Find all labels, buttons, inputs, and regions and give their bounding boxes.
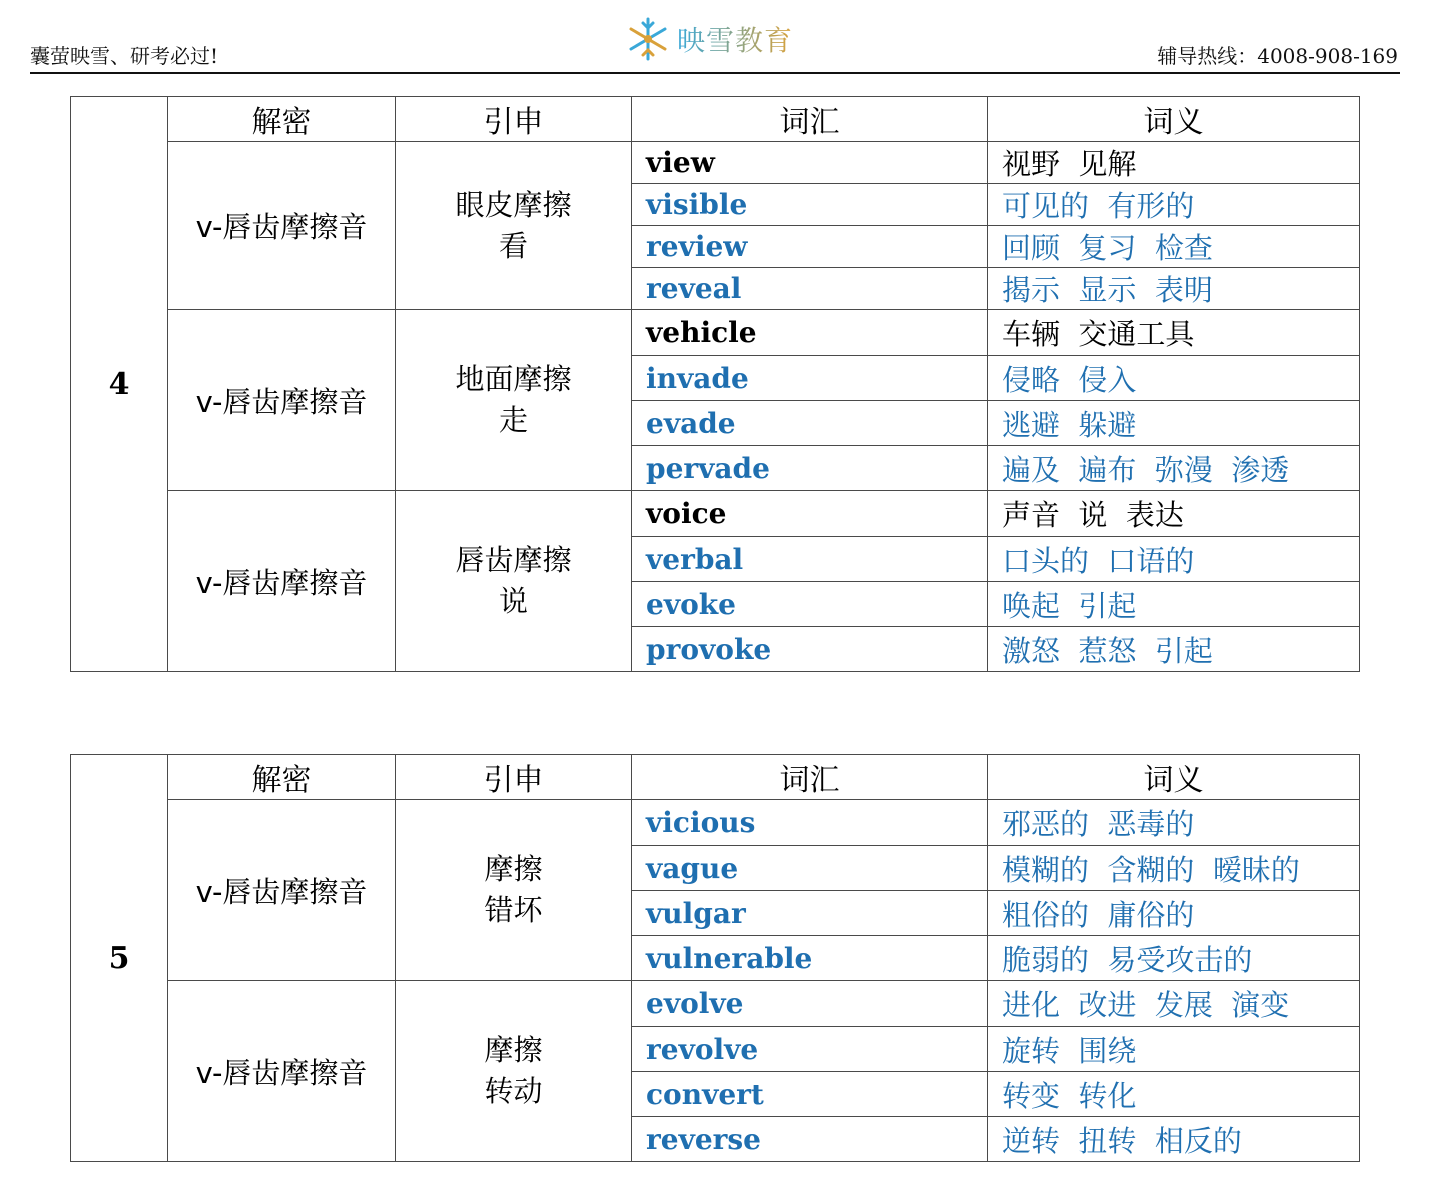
- word-cell: vague: [632, 846, 988, 891]
- word-cell: vicious: [632, 800, 988, 846]
- table-row: [71, 491, 1360, 537]
- extension-line: 转动: [484, 1074, 543, 1108]
- table-row: [71, 981, 1360, 1027]
- extension-cell: [396, 981, 632, 1162]
- extension-line: 唇齿摩擦: [455, 543, 572, 577]
- column-header: 词义: [988, 755, 1360, 800]
- word-cell: revolve: [632, 1027, 988, 1072]
- column-header: 引申: [396, 97, 632, 142]
- meaning-cell: 邪恶的 恶毒的: [988, 800, 1360, 846]
- slogan: 囊萤映雪、研考必过!: [30, 44, 219, 68]
- word-cell: review: [632, 226, 988, 268]
- vocab-table-5: [70, 754, 1360, 1162]
- meaning-cell: 揭示 显示 表明: [988, 268, 1360, 310]
- meaning-cell: 脆弱的 易受攻击的: [988, 936, 1360, 981]
- column-header: 词汇: [632, 97, 988, 142]
- extension-line: 看: [498, 228, 528, 263]
- meaning-cell: 口头的 口语的: [988, 537, 1360, 582]
- root-cell: v-唇齿摩擦音: [168, 310, 396, 491]
- column-header: 词汇: [632, 755, 988, 800]
- word-cell: evolve: [632, 981, 988, 1027]
- table-header-row: [71, 97, 1360, 142]
- extension-cell: [396, 491, 632, 672]
- section-number: 4: [71, 97, 168, 672]
- extension-line: 说: [498, 584, 528, 618]
- word-cell: voice: [632, 491, 988, 537]
- meaning-cell: 粗俗的 庸俗的: [988, 891, 1360, 936]
- meaning-cell: 模糊的 含糊的 暧昧的: [988, 846, 1360, 891]
- table-row: [71, 142, 1360, 184]
- root-cell: v-唇齿摩擦音: [168, 981, 396, 1162]
- extension-cell: [396, 800, 632, 981]
- extension-line: 走: [498, 403, 528, 437]
- meaning-cell: 声音 说 表达: [988, 491, 1360, 537]
- word-cell: convert: [632, 1072, 988, 1117]
- hotline: 辅导热线：4008-908-169: [1157, 44, 1398, 68]
- table-header-row: [71, 755, 1360, 800]
- meaning-cell: 逆转 扭转 相反的: [988, 1117, 1360, 1162]
- meaning-cell: 遍及 遍布 弥漫 渗透: [988, 446, 1360, 491]
- meaning-cell: 视野 见解: [988, 142, 1360, 184]
- extension-line: 错坏: [484, 893, 543, 927]
- table-row: [71, 800, 1360, 846]
- header-divider: [30, 72, 1400, 74]
- brand-name: 映雪教育: [677, 19, 793, 59]
- root-cell: v-唇齿摩擦音: [168, 491, 396, 672]
- meaning-cell: 转变 转化: [988, 1072, 1360, 1117]
- extension-line: 摩擦: [484, 852, 543, 886]
- word-cell: evade: [632, 401, 988, 446]
- root-cell: v-唇齿摩擦音: [168, 142, 396, 310]
- section-number: 5: [71, 755, 168, 1162]
- meaning-cell: 唤起 引起: [988, 582, 1360, 627]
- extension-cell: [396, 310, 632, 491]
- word-cell: invade: [632, 356, 988, 401]
- table-row: [71, 310, 1360, 356]
- column-header: 解密: [168, 755, 396, 800]
- root-cell: v-唇齿摩擦音: [168, 800, 396, 981]
- word-cell: vulgar: [632, 891, 988, 936]
- word-cell: provoke: [632, 627, 988, 672]
- word-cell: evoke: [632, 582, 988, 627]
- snowflake-icon: [623, 14, 673, 64]
- word-cell: vulnerable: [632, 936, 988, 981]
- meaning-cell: 回顾 复习 检查: [988, 226, 1360, 268]
- word-cell: reveal: [632, 268, 988, 310]
- brand-logo: [623, 14, 793, 64]
- word-cell: view: [632, 142, 988, 184]
- extension-line: 摩擦: [484, 1033, 543, 1067]
- meaning-cell: 旋转 围绕: [988, 1027, 1360, 1072]
- meaning-cell: 激怒 惹怒 引起: [988, 627, 1360, 672]
- column-header: 引申: [396, 755, 632, 800]
- column-header: 解密: [168, 97, 396, 142]
- word-cell: pervade: [632, 446, 988, 491]
- extension-line: 地面摩擦: [455, 362, 572, 396]
- meaning-cell: 进化 改进 发展 演变: [988, 981, 1360, 1027]
- word-cell: reverse: [632, 1117, 988, 1162]
- word-cell: visible: [632, 184, 988, 226]
- meaning-cell: 可见的 有形的: [988, 184, 1360, 226]
- column-header: 词义: [988, 97, 1360, 142]
- meaning-cell: 侵略 侵入: [988, 356, 1360, 401]
- meaning-cell: 车辆 交通工具: [988, 310, 1360, 356]
- extension-line: 眼皮摩擦: [455, 187, 572, 222]
- meaning-cell: 逃避 躲避: [988, 401, 1360, 446]
- word-cell: vehicle: [632, 310, 988, 356]
- word-cell: verbal: [632, 537, 988, 582]
- vocab-table-4: [70, 96, 1360, 672]
- extension-cell: [396, 142, 632, 310]
- page-header: [30, 10, 1400, 72]
